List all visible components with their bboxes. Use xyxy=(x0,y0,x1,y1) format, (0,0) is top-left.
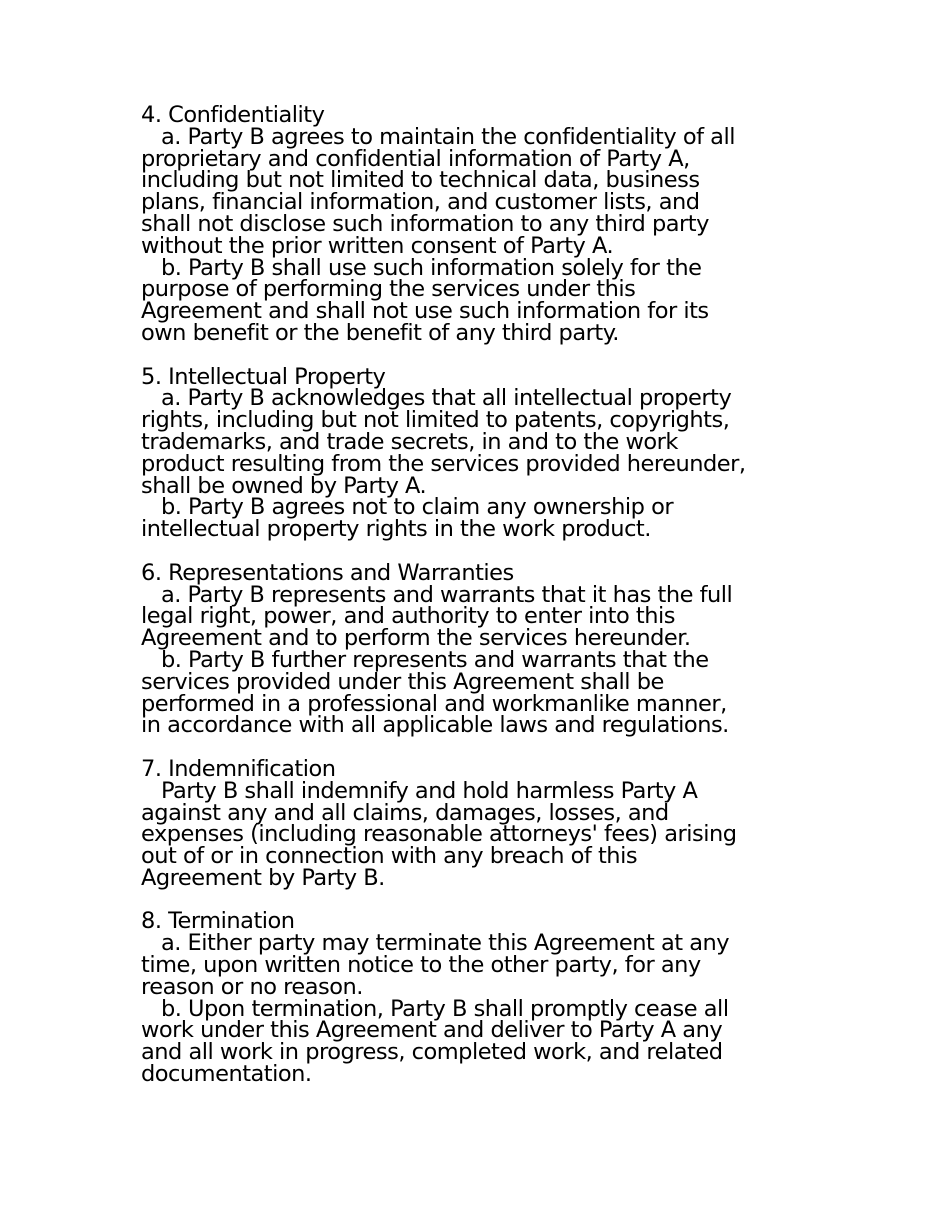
section-line: and all work in progress, completed work, and related xyxy=(141,1039,723,1066)
section-line: documentation. xyxy=(141,1061,312,1088)
section-line: a. Party B agrees to maintain the confidentiality of all xyxy=(141,123,735,150)
section-line: including but not limited to technical data, business xyxy=(141,167,700,194)
section-line: a. Party B represents and warrants that it has the full xyxy=(141,581,733,608)
section-line: legal right, power, and authority to enter into this xyxy=(141,603,675,630)
section-line: b. Party B agrees not to claim any ownership or xyxy=(141,494,674,521)
section-intellectual-property xyxy=(141,363,821,543)
section-heading: 6. Representations and Warranties xyxy=(141,559,514,586)
section-line: trademarks, and trade secrets, in and to the work xyxy=(141,428,678,455)
section-line: out of or in connection with any breach of this xyxy=(141,843,638,870)
section-heading: 4. Confidentiality xyxy=(141,102,325,128)
section-line: rights, including but not limited to patents, copyrights, xyxy=(141,407,730,434)
section-line: proprietary and confidential information of Party A, xyxy=(141,145,690,172)
section-line: services provided under this Agreement shall be xyxy=(141,668,664,695)
section-line: intellectual property rights in the work product. xyxy=(141,516,651,543)
section-confidentiality xyxy=(141,102,821,346)
section-line: shall not disclose such information to any third party xyxy=(141,210,709,237)
section-line: expenses (including reasonable attorneys' fees) arising xyxy=(141,821,737,848)
section-line: a. Party B acknowledges that all intellectual property xyxy=(141,385,732,412)
section-line: Agreement by Party B. xyxy=(141,864,385,891)
section-line: product resulting from the services provided hereunder, xyxy=(141,450,746,477)
section-line: Agreement and shall not use such information for its xyxy=(141,298,709,325)
section-line: plans, financial information, and customer lists, and xyxy=(141,189,700,216)
section-indemnification xyxy=(141,755,821,891)
section-line: purpose of performing the services under this xyxy=(141,276,636,303)
section-termination xyxy=(141,908,821,1088)
section-line: reason or no reason. xyxy=(141,973,363,1000)
section-line: b. Party B shall use such information solely for the xyxy=(141,254,702,281)
document-body xyxy=(141,102,821,1088)
section-line: a. Either party may terminate this Agreement at any xyxy=(141,930,730,957)
section-heading: 7. Indemnification xyxy=(141,755,336,782)
section-line: b. Upon termination, Party B shall promptly cease all xyxy=(141,995,729,1022)
section-line: shall be owned by Party A. xyxy=(141,472,427,499)
section-line: without the prior written consent of Party A. xyxy=(141,232,614,259)
section-line: performed in a professional and workmanlike manner, xyxy=(141,690,727,717)
section-line: time, upon written notice to the other party, for any xyxy=(141,952,701,979)
section-line: Party B shall indemnify and hold harmless Party A xyxy=(141,777,698,804)
section-line: b. Party B further represents and warrants that the xyxy=(141,646,709,673)
section-heading: 8. Termination xyxy=(141,908,295,935)
section-line: against any and all claims, damages, losses, and xyxy=(141,799,669,826)
section-line: own benefit or the benefit of any third party. xyxy=(141,319,619,346)
section-heading: 5. Intellectual Property xyxy=(141,363,386,390)
section-line: Agreement and to perform the services hereunder. xyxy=(141,625,691,652)
section-line: work under this Agreement and deliver to Party A any xyxy=(141,1017,723,1044)
section-line: in accordance with all applicable laws and regulations. xyxy=(141,712,729,739)
section-representations-warranties xyxy=(141,559,821,739)
